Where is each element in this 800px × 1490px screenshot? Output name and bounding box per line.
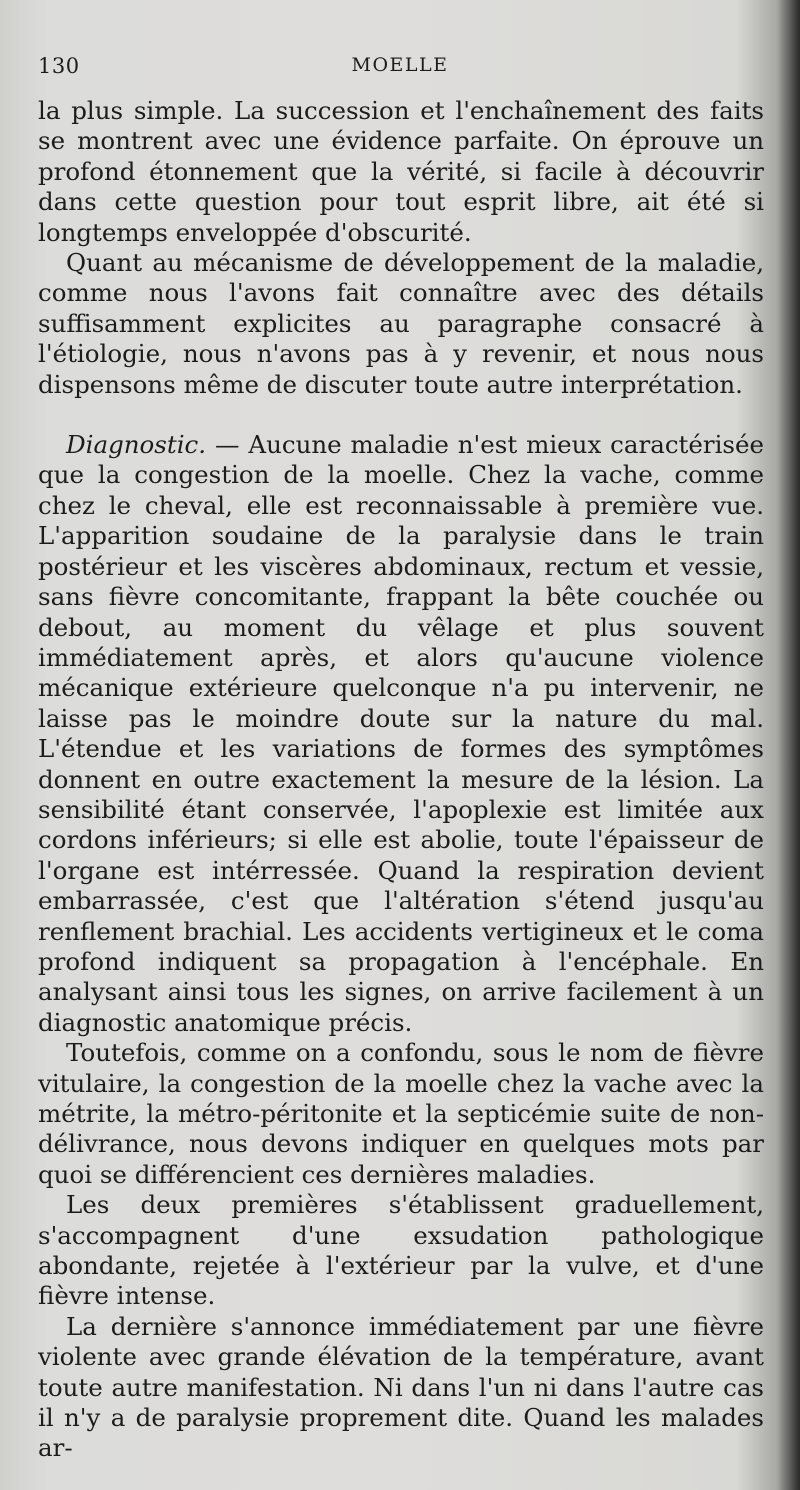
- running-title: MOELLE: [351, 54, 449, 76]
- paragraph-derniere: La dernière s'annonce immédiatement par une fièvre violente avec grande élévation de la température, avant toute autre manifestation. Ni dans l'un ni dans l'autre cas il n'y a de paralysie proprement dite. Quand les malades ar-: [38, 1311, 764, 1463]
- paragraph-continuation: la plus simple. La succession et l'enchaînement des faits se montrent avec une évidence parfaite. On éprouve un profond étonnement que la vérité, si facile à découvrir dans cette question pour tout esprit libre, ait été si longtemps enveloppée d'obscurité.: [38, 96, 764, 247]
- section-heading-diagnostic: Diagnostic.: [66, 430, 207, 460]
- page-edge-shadow: [778, 0, 800, 1490]
- paragraph-mecanisme: Quant au mécanisme de développement de la maladie, comme nous l'avons fait connaître avec des détails suffisamment explicites au paragraphe consacré à l'étiologie, nous n'avons pas à y revenir, et nous nous dispensons même de discuter toute autre interprétation.: [38, 248, 764, 399]
- diagnostic-text: — Aucune maladie n'est mieux caractérisée que la congestion de la moelle. Chez la vache, comme chez le cheval, elle est reconnaissable à première vue. L'apparition soudaine de la paralysie dans le train postérieur et les viscères abdominaux, rectum et vessie, sans fièvre concomitante, frappant la bête couchée ou debout, au moment du vêlage et plus souvent immédiatement après, et alors qu'aucune violence mécanique extérieure quelconque n'a pu intervenir, ne laisse pas le moindre doute sur la nature du mal. L'étendue et les variations de formes des symptômes donnent en outre exactement la mesure de la lésion. La sensibilité étant conservée, l'apoplexie est limitée aux cordons inférieurs; si elle est abolie, toute l'épaisseur de l'organe est intérressée. Quand la respiration devient embarrassée, c'est que l'altération s'étend jusqu'au renflement brachial. Les accidents vertigineux et le coma profond indiquent sa propagation à l'encéphale. En analysant ainsi tous les signes, on arrive facilement à un diagnostic anatomique précis.: [38, 430, 764, 1037]
- page-body: [38, 96, 764, 1464]
- paragraph-toutefois: Toutefois, comme on a confondu, sous le nom de fièvre vitulaire, la congestion de la moelle chez la vache avec la métrite, la métro-péritonite et la septicémie suite de non-délivrance, nous devons indiquer en quelques mots par quoi se différencient ces dernières maladies.: [38, 1038, 764, 1189]
- paragraph-diagnostic: [38, 430, 764, 1038]
- page-number: 130: [38, 54, 80, 78]
- page-header: [38, 54, 762, 84]
- paragraph-deux-premieres: Les deux premières s'établissent graduellement, s'accompagnent d'une exsudation pathologique abondante, rejetée à l'extérieur par la vulve, et d'une fièvre intense.: [38, 1190, 764, 1311]
